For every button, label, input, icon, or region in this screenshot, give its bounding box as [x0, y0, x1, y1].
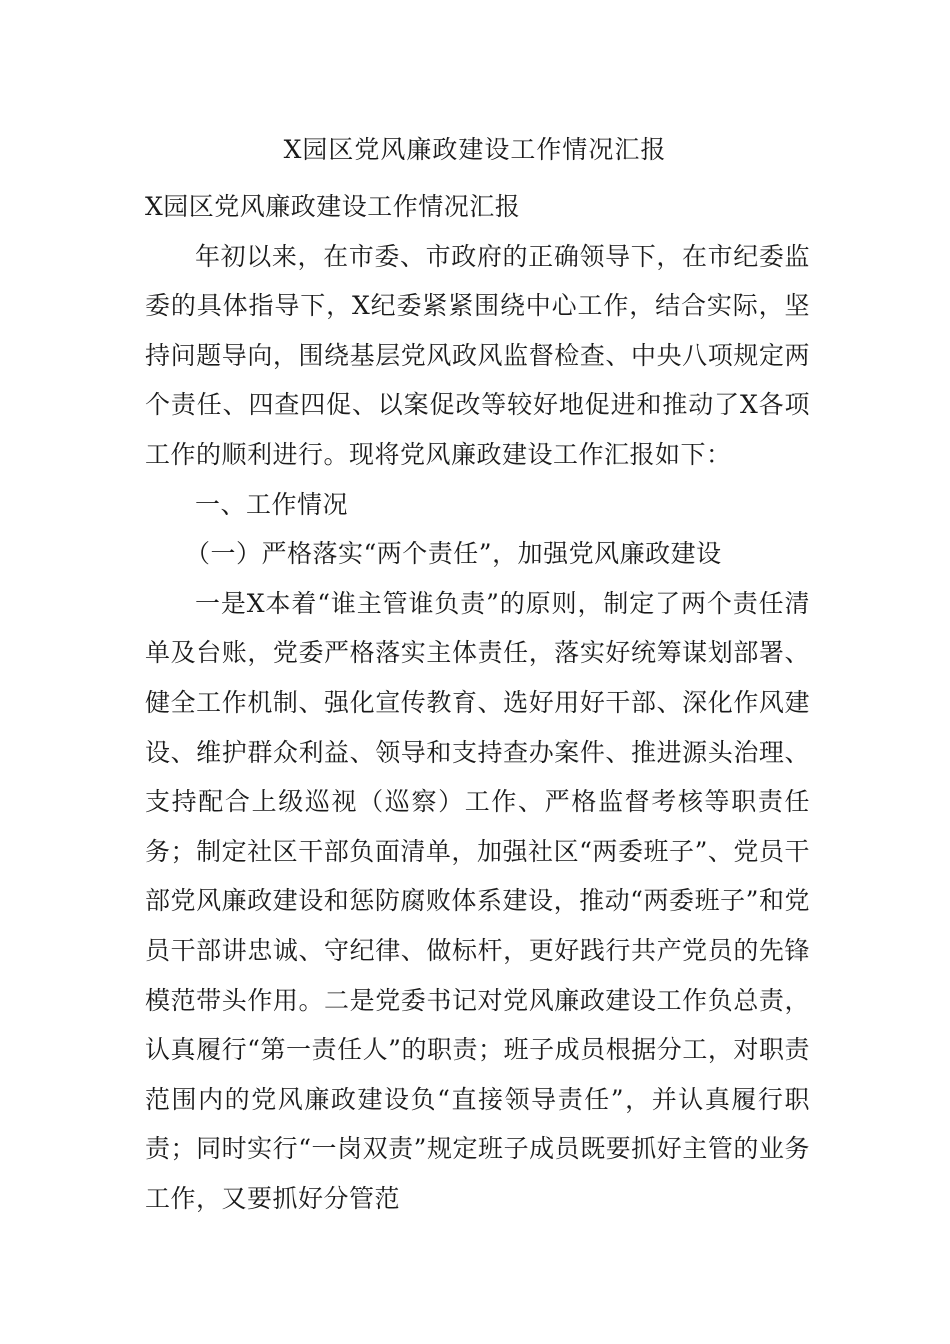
section-heading: 一、工作情况 [195, 489, 349, 519]
document-body [145, 182, 810, 1223]
document-title: X园区党风廉政建设工作情况汇报 [283, 135, 667, 164]
intro-paragraph: 年初以来，在市委、市政府的正确领导下，在市纪委监委的具体指导下，X纪委紧紧围绕中心工作，结合实际，坚持问题导向，围绕基层党风政风监督检查、中央八项规定两个责任、四查四促、以案促改等较好地促进和推动了X各项工作的顺利进行。现将党风廉政建设工作汇报如下： [145, 241, 810, 469]
document-subtitle: X园区党风廉政建设工作情况汇报 [145, 192, 521, 221]
body-paragraph: 一是X本着“谁主管谁负责”的原则，制定了两个责任清单及台账，党委严格落实主体责任，落实好统筹谋划部署、健全工作机制、强化宣传教育、选好用好干部、深化作风建设、维护群众利益、领导和支持查办案件、推进源头治理、支持配合上级巡视（巡察）工作、严格监督考核等职责任务；制定社区干部负面清单，加强社区“两委班子”、党员干部党风廉政建设和惩防腐败体系建设，推动“两委班子”和党员干部讲忠诚、守纪律、做标杆，更好践行共产党员的先锋模范带头作用。二是党委书记对党风廉政建设工作负总责，认真履行“第一责任人”的职责；班子成员根据分工，对职责范围内的党风廉政建设负“直接领导责任”，并认真履行职责；同时实行“一岗双责”规定班子成员既要抓好主管的业务工作，又要抓好分管范 [145, 588, 810, 1213]
subsection-heading: （一）严格落实“两个责任”，加强党风廉政建设 [185, 539, 722, 569]
